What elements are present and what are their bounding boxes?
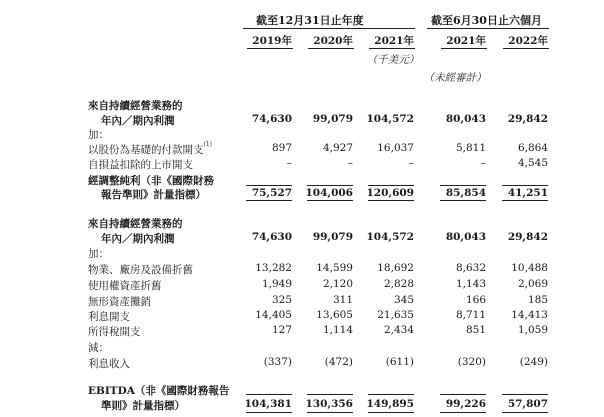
table-cell: 120,609 [366, 187, 414, 199]
total-rule [368, 412, 414, 413]
subtotal-rule [246, 394, 292, 395]
year-rule-2021 [369, 48, 415, 49]
table-cell: 6,864 [517, 142, 548, 154]
table-cell: 1,114 [322, 324, 353, 336]
total-rule [246, 200, 292, 201]
table-cell: 18,692 [377, 262, 414, 274]
row-label-text: 以股份為基礎的付款開支 [88, 144, 204, 156]
table-cell: (337) [263, 356, 292, 368]
row-label [88, 356, 130, 371]
row-label-text: 利息收入 [88, 358, 130, 370]
table-cell: 57,807 [507, 398, 548, 410]
year-header-2019: 2019年 [252, 35, 292, 47]
table-cell: 74,630 [251, 231, 292, 243]
table-cell: 14,413 [511, 309, 548, 321]
row-label [101, 113, 175, 128]
row-label-text: EBITDA（非《國際財務報告 [88, 385, 230, 397]
row-label [88, 383, 229, 398]
row-label [88, 216, 183, 231]
row-label-text: 加： [88, 129, 109, 141]
table-cell: 325 [271, 294, 292, 306]
subtotal-rule [440, 185, 486, 186]
table-cell: 75,527 [251, 187, 292, 199]
row-label [88, 173, 214, 188]
row-label-text: 利息開支 [88, 311, 130, 323]
table-cell: – [408, 157, 414, 169]
row-label [101, 231, 175, 246]
table-cell: 74,630 [251, 113, 292, 125]
total-rule [307, 200, 353, 201]
row-label-text: 使用權資產折舊 [88, 280, 162, 292]
footnote-marker: (1) [203, 141, 212, 148]
row-label-text: 經調整純利（非《國際財務 [88, 175, 214, 187]
table-cell: 127 [271, 324, 292, 336]
total-rule [440, 200, 486, 201]
table-cell: 185 [527, 294, 548, 306]
table-cell: 13,282 [255, 262, 292, 274]
row-label [88, 262, 193, 277]
year-rule-2019 [247, 48, 293, 49]
subtotal-rule [307, 185, 353, 186]
group-title-full-year: 截至12月31日止年度 [256, 14, 364, 27]
table-cell: (320) [457, 356, 486, 368]
table-cell: 1,059 [517, 324, 548, 336]
table-cell: 99,079 [312, 113, 353, 125]
year-rule-2022-interim [503, 48, 549, 49]
row-label-text: 報告準則》計量指標） [101, 189, 206, 201]
year-rule-2020 [308, 48, 354, 49]
table-cell: 2,120 [322, 278, 353, 290]
group-rule-six-months [427, 28, 549, 29]
subtotal-rule [368, 394, 414, 395]
table-cell: 897 [271, 142, 292, 154]
table-cell: 104,572 [366, 231, 414, 243]
row-label-text: 年內／期內利潤 [101, 115, 175, 127]
row-label-text: 無形資產攤銷 [88, 296, 151, 308]
row-label-text: 物業、廠房及設備折舊 [88, 264, 193, 276]
table-cell: 80,043 [445, 231, 486, 243]
subtotal-rule [307, 394, 353, 395]
subtotal-rule [246, 185, 292, 186]
table-cell: 99,226 [445, 398, 486, 410]
row-label [101, 187, 206, 202]
table-cell: (249) [519, 356, 548, 368]
row-label [88, 324, 141, 339]
group-rule-full-year [243, 28, 415, 29]
subtotal-rule [440, 394, 486, 395]
table-cell: 2,069 [517, 278, 548, 290]
total-rule [368, 200, 414, 201]
row-label [88, 309, 130, 324]
table-cell: 1,143 [455, 278, 486, 290]
year-header-2021: 2021年 [374, 35, 414, 47]
table-cell: 166 [465, 294, 486, 306]
table-cell: 8,632 [455, 262, 486, 274]
table-cell: 8,711 [455, 309, 486, 321]
table-cell: 85,854 [445, 187, 486, 199]
row-label [88, 142, 212, 157]
row-label [101, 398, 185, 413]
table-cell: 29,842 [507, 113, 548, 125]
total-rule [440, 412, 486, 413]
table-cell: 1,949 [261, 278, 292, 290]
table-cell: 14,405 [255, 309, 292, 321]
table-cell: 14,599 [316, 262, 353, 274]
table-cell: 311 [332, 294, 353, 306]
table-cell: 345 [393, 294, 414, 306]
row-label-text: 所得稅開支 [88, 326, 141, 338]
row-label [88, 98, 183, 113]
group-title-six-months: 截至6月30日止六個月 [431, 14, 542, 27]
table-cell: 149,895 [366, 398, 414, 410]
total-rule [307, 412, 353, 413]
subtotal-rule [502, 185, 548, 186]
year-header-2022-interim: 2022年 [508, 35, 548, 47]
unaudited-note: （未經審計） [423, 72, 487, 84]
total-rule [502, 412, 548, 413]
row-label [88, 127, 109, 142]
row-label-text: 來自持續經營業務的 [88, 100, 183, 112]
row-label-text: 自損益扣除的上市開支 [88, 159, 193, 171]
table-cell: 16,037 [377, 142, 414, 154]
table-cell: 104,381 [244, 398, 292, 410]
table-cell: – [286, 157, 292, 169]
table-cell: 13,605 [316, 309, 353, 321]
table-cell: 4,545 [517, 157, 548, 169]
currency-unit: （千美元） [366, 54, 420, 66]
total-rule [502, 200, 548, 201]
table-cell: 104,006 [305, 187, 353, 199]
table-cell: 29,842 [507, 231, 548, 243]
table-cell: – [480, 157, 486, 169]
table-cell: 80,043 [445, 113, 486, 125]
row-label-text: 加： [88, 248, 109, 260]
subtotal-rule [502, 394, 548, 395]
row-label [88, 157, 193, 172]
table-cell: 851 [465, 324, 486, 336]
table-cell: 130,356 [305, 398, 353, 410]
table-cell: – [347, 157, 353, 169]
row-label [88, 294, 151, 309]
year-header-2020: 2020年 [313, 35, 353, 47]
table-cell: 10,488 [511, 262, 548, 274]
row-label-text: 準則》計量指標） [101, 400, 185, 412]
table-cell: 2,828 [383, 278, 414, 290]
year-rule-2021-interim [441, 48, 487, 49]
year-header-2021-interim: 2021年 [446, 35, 486, 47]
subtotal-rule [368, 185, 414, 186]
row-label [88, 246, 109, 261]
row-label-text: 減： [88, 342, 109, 354]
table-cell: 21,635 [377, 309, 414, 321]
total-rule [246, 412, 292, 413]
row-label [88, 278, 162, 293]
table-cell: 4,927 [322, 142, 353, 154]
table-cell: (611) [385, 356, 414, 368]
table-cell: 104,572 [366, 113, 414, 125]
table-cell: (472) [324, 356, 353, 368]
row-label-text: 來自持續經營業務的 [88, 218, 183, 230]
table-cell: 5,811 [455, 142, 486, 154]
row-label [88, 340, 109, 355]
table-cell: 99,079 [312, 231, 353, 243]
table-cell: 2,434 [383, 324, 414, 336]
table-cell: 41,251 [507, 187, 548, 199]
row-label-text: 年內／期內利潤 [101, 233, 175, 245]
